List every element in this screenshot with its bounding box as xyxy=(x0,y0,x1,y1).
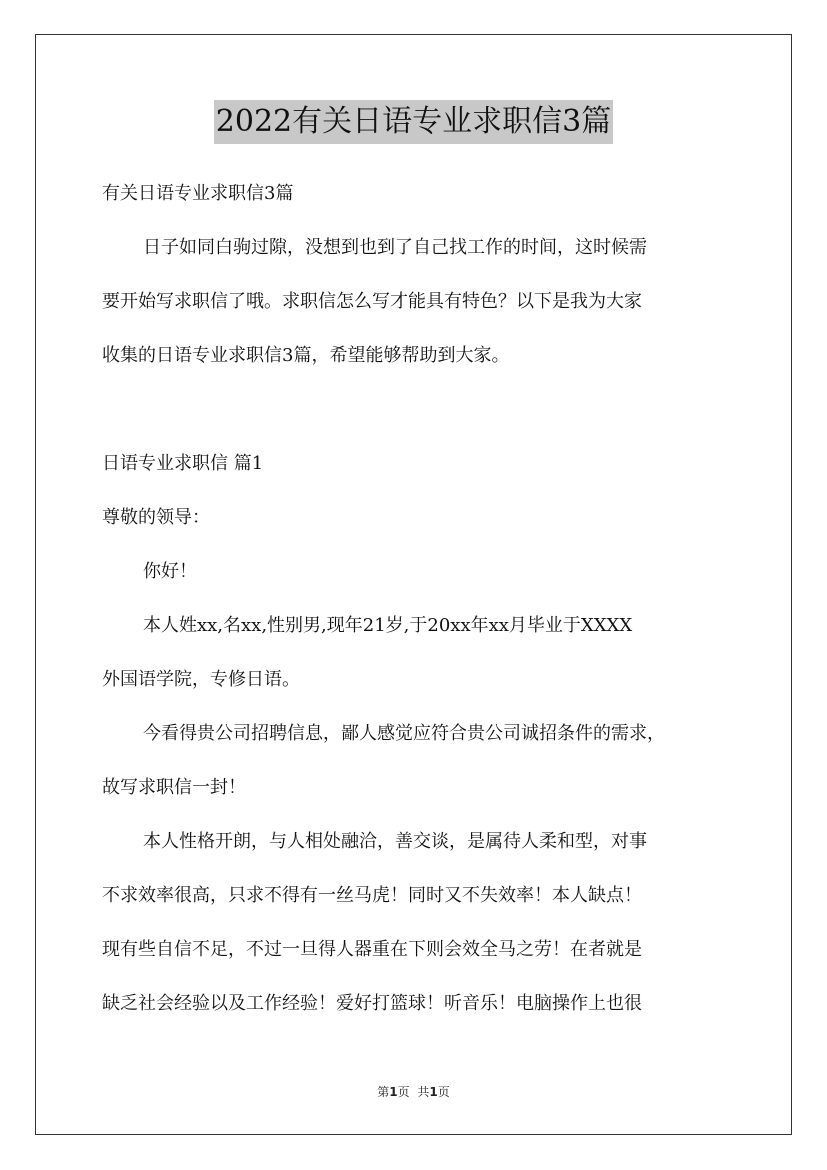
body-line-2: 外国语学院，专修日语。 xyxy=(102,669,300,690)
title-container xyxy=(0,100,827,144)
intro-line-2: 要开始写求职信了哦。求职信怎么写才能具有特色？以下是我为大家 xyxy=(102,291,642,312)
intro-line-3: 收集的日语专业求职信3篇，希望能够帮助到大家。 xyxy=(102,345,510,366)
page-footer xyxy=(0,1084,827,1100)
body-line-7: 现有些自信不足，不过一旦得人器重在下则会效全马之劳！在者就是 xyxy=(102,939,642,960)
document-subtitle: 有关日语专业求职信3篇 xyxy=(102,183,294,204)
body-line-4: 故写求职信一封！ xyxy=(102,777,246,798)
footer-page-suffix: 页 xyxy=(397,1085,410,1099)
section-heading: 日语专业求职信 篇1 xyxy=(102,453,264,474)
body-line-8: 缺乏社会经验以及工作经验！爱好打篮球！听音乐！电脑操作上也很 xyxy=(102,993,642,1014)
body-line-6: 不求效率很高，只求不得有一丝马虎！同时又不失效率！本人缺点！ xyxy=(102,885,642,906)
footer-total-number: 1 xyxy=(429,1085,438,1099)
greeting: 你好！ xyxy=(143,561,197,582)
footer-total-prefix: 共 xyxy=(417,1085,430,1099)
salutation: 尊敬的领导： xyxy=(102,507,210,528)
footer-page-prefix: 第 xyxy=(377,1085,390,1099)
body-line-3: 今看得贵公司招聘信息，鄙人感觉应符合贵公司诚招条件的需求， xyxy=(143,723,665,744)
footer-page-number: 1 xyxy=(389,1085,398,1099)
body-line-1: 本人姓xx,名xx,性别男,现年21岁,于20xx年xx月毕业于XXXX xyxy=(143,615,633,636)
document-title: 2022有关日语专业求职信3篇 xyxy=(214,100,613,144)
footer-total-suffix: 页 xyxy=(437,1085,450,1099)
body-line-5: 本人性格开朗，与人相处融洽，善交谈，是属待人柔和型，对事 xyxy=(143,831,647,852)
intro-line-1: 日子如同白驹过隙，没想到也到了自己找工作的时间，这时候需 xyxy=(143,237,647,258)
